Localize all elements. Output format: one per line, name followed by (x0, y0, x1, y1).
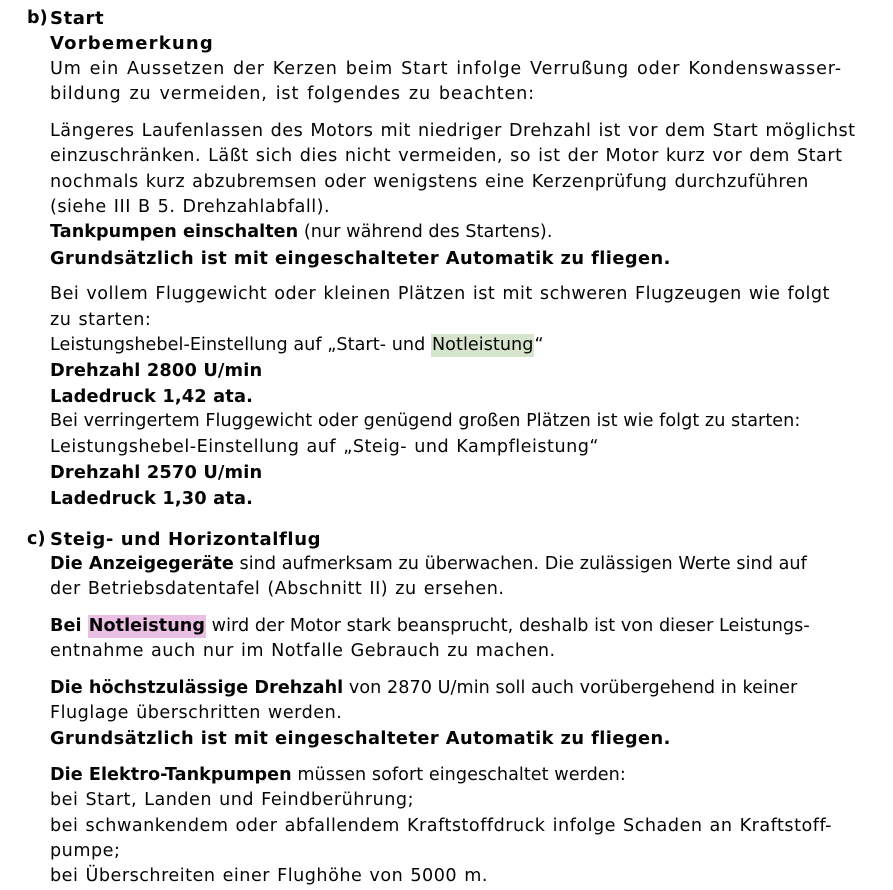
list-item-tankpumpen-2-line2: pumpe; (50, 840, 121, 861)
list-item-tankpumpen-2-line1: bei schwankendem oder abfallendem Kraftstoffdruck infolge Schaden an Kraftstoff- (50, 815, 833, 836)
tankpumpen-rest-text: (nur während des Startens). (298, 222, 553, 243)
line-grundsaetzlich-automatik-b: Grundsätzlich ist mit eingeschalteter Automatik zu fliegen. (50, 247, 671, 269)
paragraph-anzeigegeraete-line1 (50, 552, 872, 577)
paragraph-notleistung-line2: entnahme auch nur im Notfalle Gebrauch zu machen. (50, 641, 556, 662)
elektro-tankpumpen-rest-text: müssen sofort eingeschaltet werden: (291, 764, 626, 785)
section-c-title: Steig- und Horizontalflug (50, 528, 322, 550)
spacer (50, 108, 872, 119)
line-drehzahl-2570: Drehzahl 2570 U/min (50, 462, 263, 484)
hoechstzulaessige-rest-text: von 2870 U/min soll auch vorübergehend in keiner (343, 677, 798, 698)
anzeigegeraete-bold-text: Die Anzeigegeräte (50, 553, 234, 574)
paragraph-hoechstzulaessige-drehzahl-line2: Fluglage überschritten werden. (50, 702, 343, 723)
line-ladedruck-130: Ladedruck 1,30 ata. (50, 487, 253, 509)
leistungshebel-tail-text: “ (534, 335, 544, 356)
section-c-steig-horizontalflug (0, 527, 872, 890)
section-b-subheading: Vorbemerkung (50, 33, 215, 54)
section-b-start (0, 6, 872, 511)
list-item-tankpumpen-3: bei Überschreiten einer Flughöhe von 5000 m. (50, 866, 488, 887)
line-drehzahl-2800: Drehzahl 2800 U/min (50, 360, 263, 382)
paragraph-notleistung-line1 (50, 614, 872, 639)
section-b-marker: b) (27, 8, 48, 28)
spacer (50, 271, 872, 282)
elektro-tankpumpen-bold-text: Die Elektro-Tankpumpen (50, 764, 292, 785)
section-b-title: Start (50, 8, 105, 29)
notleistung-rest-text: wird der Motor stark beansprucht, deshalb ist von dieser Leistungs- (206, 615, 810, 636)
list-item-tankpumpen-1: bei Start, Landen und Feindberührung; (50, 790, 415, 811)
highlight-notleistung-green: Notleistung (431, 335, 534, 356)
line-leistungshebel-steig-kampf: Leistungshebel-Einstellung auf „Steig- und Kampfleistung“ (50, 436, 600, 457)
spacer (50, 603, 872, 614)
notleistung-prefix-text: Bei (50, 615, 88, 636)
line-leistungshebel-start-notleistung (50, 333, 872, 358)
paragraph-vollem-fluggewicht-line2: zu starten: (50, 309, 152, 330)
paragraph-vorbemerkung-line2: bildung zu vermeiden, ist folgendes zu beachten: (50, 84, 535, 105)
paragraph-laufenlassen-line2: einzuschränken. Läßt sich dies nicht vermeiden, so ist der Motor kurz vor dem Start (50, 146, 843, 167)
tankpumpen-bold-text: Tankpumpen einschalten (50, 222, 299, 243)
spacer (50, 752, 872, 763)
paragraph-verringertem-fluggewicht: Bei verringertem Fluggewicht oder genügend großen Plätzen ist wie folgt zu starten: (50, 411, 801, 432)
hoechstzulaessige-bold-text: Die höchstzulässige Drehzahl (50, 677, 344, 698)
spacer (50, 665, 872, 676)
section-c-marker: c) (27, 528, 46, 549)
highlight-notleistung-pink: Notleistung (88, 615, 205, 636)
paragraph-laufenlassen-line4: (siehe III B 5. Drehzahlabfall). (50, 197, 331, 218)
leistungshebel-prefix-text: Leistungshebel-Einstellung auf „Start- und (50, 335, 431, 356)
paragraph-hoechstzulaessige-drehzahl-line1 (50, 676, 872, 701)
line-grundsaetzlich-automatik-c: Grundsätzlich ist mit eingeschalteter Automatik zu fliegen. (50, 728, 671, 750)
paragraph-laufenlassen-line3: nochmals kurz abzubremsen oder wenigstens eine Kerzenprüfung durchzuführen (50, 171, 809, 192)
paragraph-laufenlassen-line1: Längeres Laufenlassen des Motors mit niedriger Drehzahl ist vor dem Start möglichst (50, 120, 856, 141)
paragraph-elektro-tankpumpen-line1 (50, 763, 872, 788)
line-ladedruck-142: Ladedruck 1,42 ata. (50, 385, 253, 407)
anzeigegeraete-rest-text: sind aufmerksam zu überwachen. Die zulässigen Werte sind auf (233, 553, 807, 574)
line-tankpumpen (50, 220, 872, 245)
paragraph-vorbemerkung-line1: Um ein Aussetzen der Kerzen beim Start infolge Verrußung oder Kondenswasser- (50, 59, 842, 79)
spacer-between-sections (0, 511, 872, 527)
paragraph-vollem-fluggewicht-line1: Bei vollem Fluggewicht oder kleinen Plätzen ist mit schweren Flugzeugen wie folgt (50, 284, 830, 305)
paragraph-anzeigegeraete-line2: der Betriebsdatentafel (Abschnitt II) zu ersehen. (50, 579, 505, 600)
